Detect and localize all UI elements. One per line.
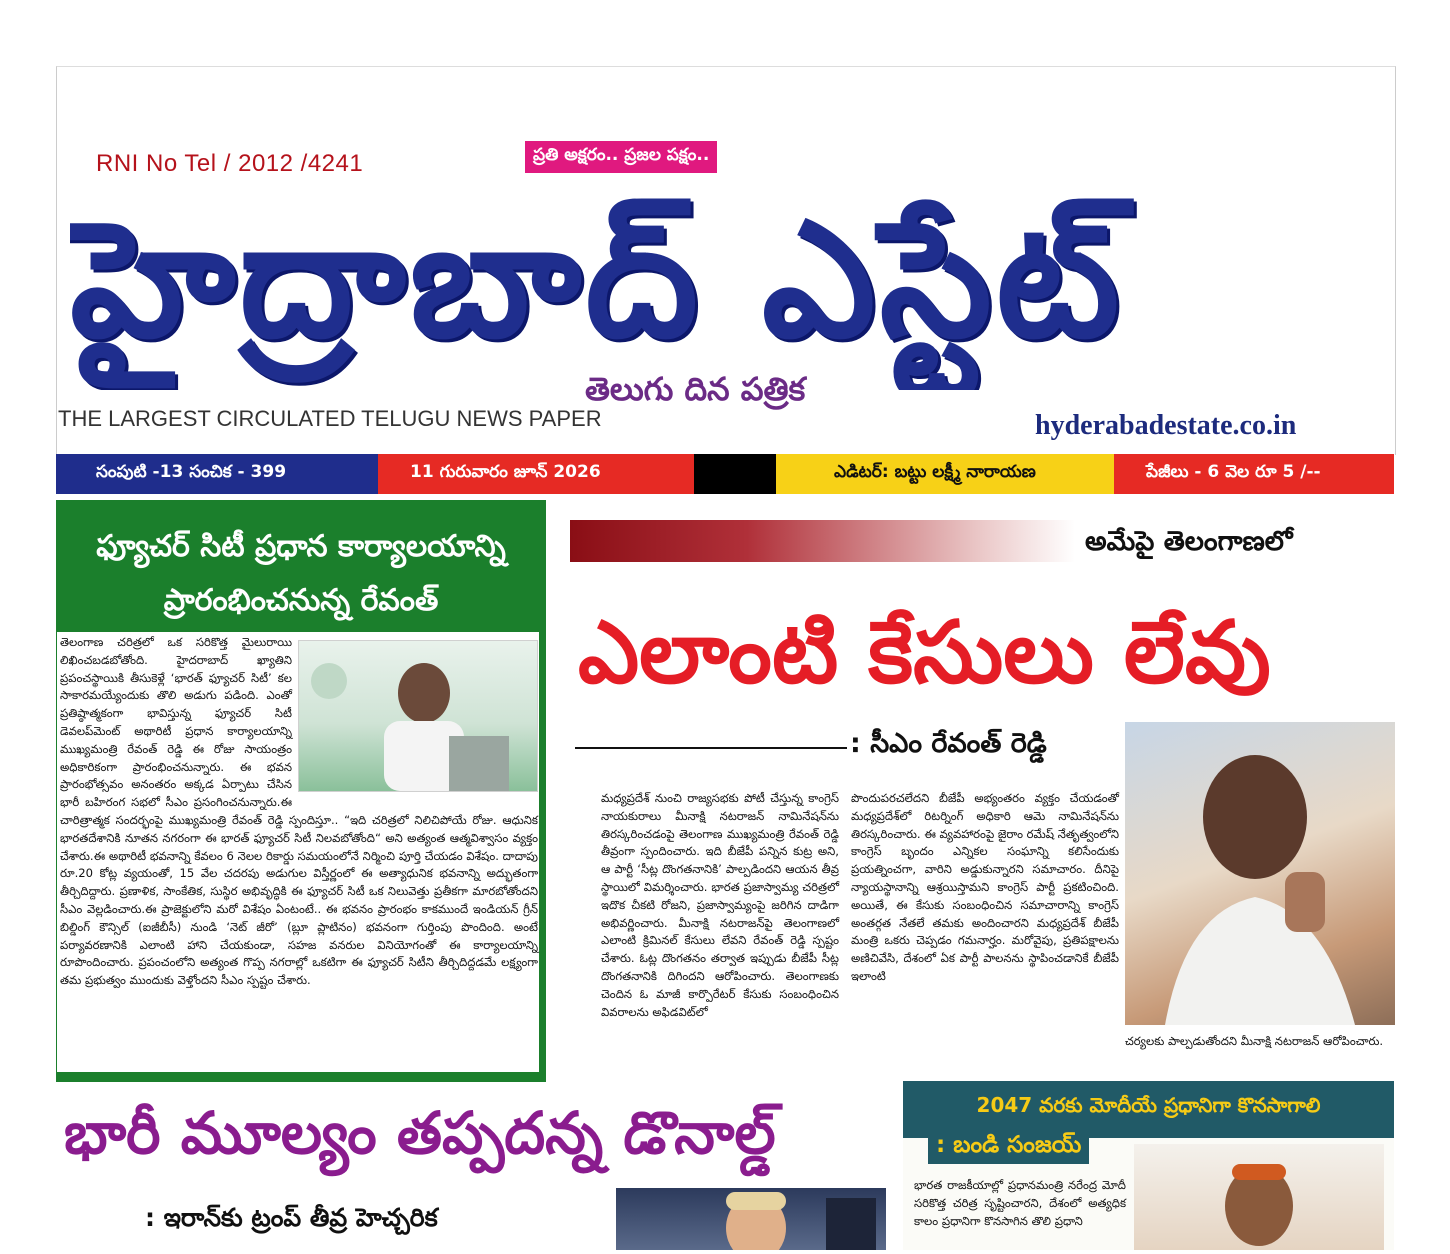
- volume-issue: సంపుటి -13 సంచిక - 399: [56, 454, 378, 494]
- kicker-gradient-bar: [570, 520, 1075, 562]
- main-column-2: పొందుపరచలేదని బీజేపీ అభ్యంతరం వ్యక్తం చేయడంతో మధ్యప్రదేశ్‌లో రిటర్నింగ్ అధికారి ఆమె నామినేషన్‌ను తిరస్కరించారు. ఈ వ్యవహారంపై జైరాం రమేష్ నేతృత్వంలోని కాంగ్రెస్ బృందం ఎన్నికల సంఘాన్ని కలిసేందుకు ప్రయత్నించగా, వారిని అడ్డుకున్నారని సమాచారం. దీనిపై న్యాయస్థానాన్ని ఆశ్రయిస్తామని కాంగ్రెస్ పార్టీ ప్రకటించింది. అయితే, ఈ కేసుకు సంబంధించిన సమాచారాన్ని కాంగ్రెస్ అంతర్గత నేతలే తమకు అందించారని మధ్యప్రదేశ్ బీజేపీ మంత్రి ఒకరు చెప్పడం గమనార్హం. మరోవైపు, ప్రతిపక్షాలను అణిచివేసి, దేశంలో ఏక పార్టీ పాలనను స్థాపించడానికే బీజేపీ ఇలాంటి: [851, 791, 1119, 983]
- info-bar-divider: [694, 454, 776, 494]
- trump-photo: [616, 1188, 886, 1250]
- future-city-body: [60, 634, 538, 990]
- circulation-claim: THE LARGEST CIRCULATED TELUGU NEWS PAPER: [58, 406, 602, 431]
- future-city-headline-line1: ఫ్యూచర్ సిటీ ప్రధాన కార్యాలయాన్ని: [96, 529, 506, 564]
- newspaper-title: హైద్రాబాద్ ఎస్టేట్: [70, 186, 1124, 373]
- main-byline: : సీఎం రేవంత్ రెడ్డి: [850, 728, 1047, 759]
- trump-headline[interactable]: భారీ మూల్యం తప్పదన్న డొనాల్డ్: [64, 1099, 776, 1167]
- byline-rule: [575, 747, 847, 749]
- future-city-headline-line2: ప్రారంభించనున్న రేవంత్: [163, 583, 439, 618]
- editor-name: ఎడిటర్: బట్టు లక్ష్మీ నారాయణ: [776, 454, 1114, 494]
- revanth-speech-photo: [298, 640, 538, 792]
- bandi-sanjay-body: భారత రాజకీయాల్లో ప్రధానమంత్రి నరేంద్ర మోదీ సరికొత్త చరిత్ర సృష్టించారని, దేశంలో అత్యధిక కాలం ప్రధానిగా కొనసాగిన తొలి ప్రధాని: [914, 1178, 1126, 1228]
- newspaper-subtitle: తెలుగు దిన పత్రిక: [585, 370, 806, 408]
- main-kicker: అమేపై తెలంగాణలో: [1085, 526, 1293, 557]
- pages-price: పేజీలు - 6 వెల రూ 5 /--: [1114, 454, 1394, 494]
- future-city-headline[interactable]: [56, 520, 546, 628]
- bandi-sanjay-byline: : బండి సంజయ్: [928, 1132, 1089, 1164]
- revanth-portrait-photo: [1125, 722, 1395, 1025]
- tagline-badge: ప్రతి అక్షరం.. ప్రజల పక్షం..: [525, 141, 717, 173]
- future-city-body-text: తెలంగాణ చరిత్రలో ఒక సరికొత్త మైలురాయి లిఖించబడబోతోంది. హైదరాబాద్ ఖ్యాతిని ప్రపంచస్థాయికి తీసుకెళ్లే ‘భారత్ ఫ్యూచర్ సిటీ’ కల సాకారమయ్యేందుకు తొలి అడుగు పడింది. ఎంతో ప్రతిష్ఠాత్మకంగా భావిస్తున్న ఫ్యూచర్ సిటీ డెవలప్‌మెంట్ అథారిటీ ప్రధాన కార్యాలయాన్ని ముఖ్యమంత్రి రేవంత్ రెడ్డి ఈ రోజు సాయంత్రం అధికారికంగా ప్రారంభించనున్నారు. ఈ భవన ప్రారంభోత్సవం అనంతరం అక్కడ ఏర్పాటు చేసిన భారీ బహిరంగ సభలో సీఎం ప్రసంగించనున్నారు.ఈ చారిత్రాత్మక సందర్భంపై ముఖ్యమంత్రి రేవంత్ రెడ్డి స్పందిస్తూ.. “ఇది చరిత్రలో నిలిచిపోయే రోజు. ఆధునిక భారతదేశానికి నూతన నగరంగా ఈ భారత్ ఫ్యూచర్ సిటీ నిలవబోతోంది“ అని అత్యంత ఆత్మవిశ్వాసం వ్యక్తం చేశారు.ఈ అథారిటీ భవనాన్ని కేవలం 6 నెలల రికార్డు సమయంలోనే నిర్మించి పూర్తి చేయడం విశేషం. దాదాపు రూ.20 కోట్ల వ్యయంతో, 15 వేల చదరపు అడుగుల విస్తీర్ణంలో ఈ అత్యాధునిక భవనాన్ని అద్భుతంగా తీర్చిదిద్దారు. ప్రణాళిక, సాంకేతిక, సుస్థిర అభివృద్ధికి ఈ ఫ్యూచర్ సిటీ ఒక నిలువెత్తు ప్రతీకగా మారబోతోందని సీఎం వెల్లడించారు.ఈ ప్రాజెక్టులోని మరో విశేషం ఏంటంటే.. ఈ భవనం ప్రారంభం కాకముందే ఇండియన్ గ్రీన్ బిల్డింగ్ కౌన్సిల్ (ఐజీబీసీ) నుండి ‘నెట్ జీరో’ (బ్లూ ప్లాటినం) భవనంగా గుర్తింపు పొందింది. అంటే పర్యావరణానికి ఎలాంటి హాని చేయకుండా, సహజ వనరుల వినియోగంతో ఈ కార్యాలయాన్ని రూపొందించారు. ప్రపంచంలోని అత్యంత గొప్ప నగరాల్లో ఒకటిగా ఈ ఫ్యూచర్ సిటీని తీర్చిదిద్దడమే లక్ష్యంగా తమ ప్రభుత్వం ముందుకు వెళ్తోందని సీఎం స్పష్టం చేశారు.: [60, 635, 538, 988]
- bandi-sanjay-photo: [1134, 1144, 1384, 1250]
- trump-byline: : ఇరాన్‌కు ట్రంప్ తీవ్ర హెచ్చరిక: [145, 1203, 438, 1232]
- issue-date: 11 గురువారం జూన్ 2026: [378, 454, 694, 494]
- main-headline[interactable]: ఎలాంటి కేసులు లేవు: [578, 603, 1271, 703]
- website-link[interactable]: hyderabadestate.co.in: [1035, 410, 1297, 441]
- bandi-sanjay-headline[interactable]: 2047 వరకు మోదీయే ప్రధానిగా కొనసాగాలి: [976, 1093, 1321, 1117]
- main-column-1: మధ్యప్రదేశ్ నుంచి రాజ్యసభకు పోటీ చేస్తున్న కాంగ్రెస్ నాయకురాలు మీనాక్షి నటరాజన్ నామినేషన్‌ను తిరస్కరించడంపై తెలంగాణ ముఖ్యమంత్రి రేవంత్ రెడ్డి తీవ్రంగా స్పందించారు. ఇది బీజేపీ పన్నిన కుట్ర అని, ఆ పార్టీ ‘సీట్ల దొంగతనానికి’ పాల్పడిందని ఆయన తీవ్ర స్థాయిలో విమర్శించారు. భారత ప్రజాస్వామ్య చరిత్రలో ఇదొక చీకటి రోజని, ప్రజాస్వామ్యంపై జరిగిన దాడిగా అభివర్ణించారు. మీనాక్షి నటరాజన్‌పై తెలంగాణలో ఎలాంటి క్రిమినల్ కేసులు లేవని రేవంత్ రెడ్డి స్పష్టం చేశారు. ఓట్ల దొంగతనం తర్వాత ఇప్పుడు బీజేపీ సీట్ల దొంగతనానికి దిగిందని ఆరోపించారు. తెలంగాణకు చెందిన ఓ మాజీ కార్పొరేటర్ కేసుకు సంబంధించిన వివరాలను అఫిడవిట్‌లో: [601, 791, 839, 1019]
- portrait-caption: చర్యలకు పాల్పడుతోందని మీనాక్షి నటరాజన్ ఆరోపించారు.: [1125, 1034, 1384, 1048]
- info-bar: [56, 454, 1394, 494]
- rni-number: RNI No Tel / 2012 /4241: [96, 150, 364, 177]
